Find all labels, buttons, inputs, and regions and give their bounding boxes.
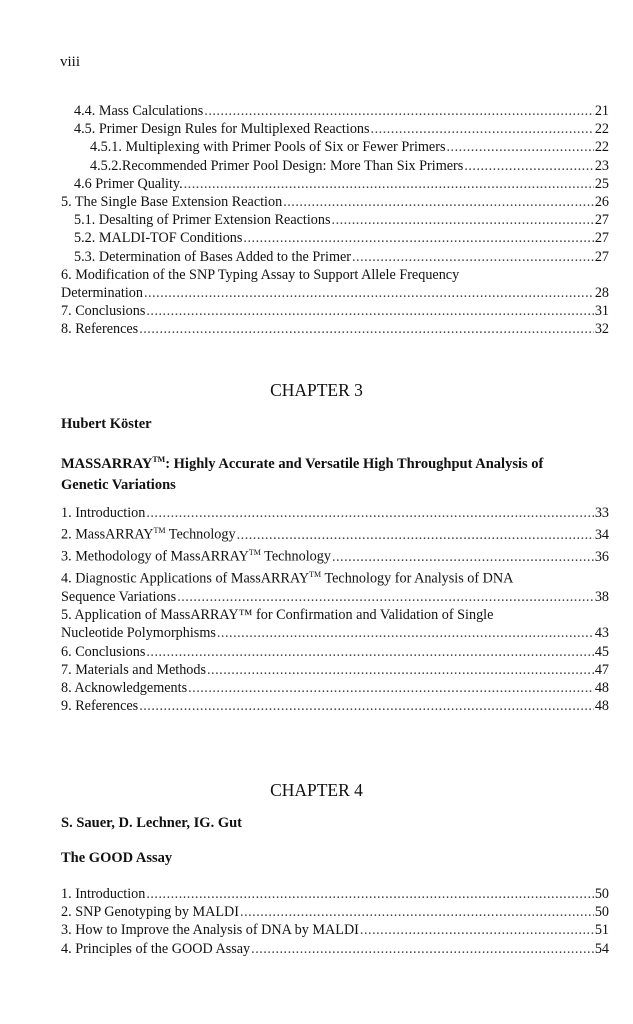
page-number: viii bbox=[60, 54, 81, 70]
toc-chapter-3 bbox=[61, 504, 609, 715]
toc-entry-line: 5. Application of MassARRAY™ for Confirmation and Validation of Single bbox=[61, 607, 494, 624]
toc-entry: 1. Introduction ..... 33 bbox=[61, 504, 609, 522]
toc-entry: 5.2. MALDI-TOF Conditions ..... 27 bbox=[61, 229, 609, 247]
toc-entry: 3. Methodology of MassARRAY™ Technology ..... 36 bbox=[61, 544, 609, 566]
toc-entry: 2. MassARRAY™ Technology ..... 34 bbox=[61, 522, 609, 544]
chapter-3-title: MASSARRAY™: Highly Accurate and Versatile High Throughput Analysis of Genetic Variations bbox=[61, 455, 544, 493]
toc-entry: 5.1. Desalting of Primer Extension Reactions ..... 27 bbox=[61, 211, 609, 229]
toc-entry: Nucleotide Polymorphisms ..... 43 bbox=[61, 624, 609, 642]
toc-entry: 6. Conclusions ..... 45 bbox=[61, 643, 609, 661]
toc-entry: 5. The Single Base Extension Reaction ..... 26 bbox=[61, 193, 609, 211]
toc-chapter-4 bbox=[61, 885, 609, 958]
toc-entry: 3. How to Improve the Analysis of DNA by MALDI ..... 51 bbox=[61, 921, 609, 939]
toc-chapter-2-continued bbox=[61, 102, 609, 339]
toc-entry: 4.4. Mass Calculations ..... 21 bbox=[61, 102, 609, 120]
toc-entry: 4.6 Primer Quality. ..... 25 bbox=[61, 175, 609, 193]
toc-entry: Determination ..... 28 bbox=[61, 284, 609, 302]
toc-entry: Sequence Variations ..... 38 bbox=[61, 588, 609, 606]
toc-entry-line: 4. Diagnostic Applications of MassARRAY™ Technology for Analysis of DNA bbox=[61, 570, 514, 587]
toc-entry: 4. Principles of the GOOD Assay ..... 54 bbox=[61, 940, 609, 958]
toc-entry: 7. Conclusions ..... 31 bbox=[61, 302, 609, 320]
toc-entry: 8. References ..... 32 bbox=[61, 320, 609, 338]
toc-entry: 8. Acknowledgements ..... 48 bbox=[61, 679, 609, 697]
chapter-4-author: S. Sauer, D. Lechner, IG. Gut bbox=[61, 815, 243, 831]
toc-entry: 9. References ..... 48 bbox=[61, 697, 609, 715]
chapter-3-heading: CHAPTER 3 bbox=[270, 380, 363, 400]
toc-entry: 4.5. Primer Design Rules for Multiplexed Reactions ..... 22 bbox=[61, 120, 609, 138]
chapter-4-heading: CHAPTER 4 bbox=[270, 780, 363, 800]
toc-entry: 4.5.1. Multiplexing with Primer Pools of Six or Fewer Primers ..... 22 bbox=[61, 138, 609, 156]
toc-entry-line: 6. Modification of the SNP Typing Assay to Support Allele Frequency bbox=[61, 266, 460, 283]
toc-entry: 5.3. Determination of Bases Added to the Primer ..... 27 bbox=[61, 248, 609, 266]
toc-entry: 1. Introduction ..... 50 bbox=[61, 885, 609, 903]
chapter-4-title: The GOOD Assay bbox=[61, 850, 173, 866]
toc-entry: 7. Materials and Methods ..... 47 bbox=[61, 661, 609, 679]
chapter-3-author: Hubert Köster bbox=[61, 416, 152, 432]
toc-entry: 4.5.2.Recommended Primer Pool Design: More Than Six Primers ..... 23 bbox=[61, 157, 609, 175]
toc-entry: 2. SNP Genotyping by MALDI ..... 50 bbox=[61, 903, 609, 921]
